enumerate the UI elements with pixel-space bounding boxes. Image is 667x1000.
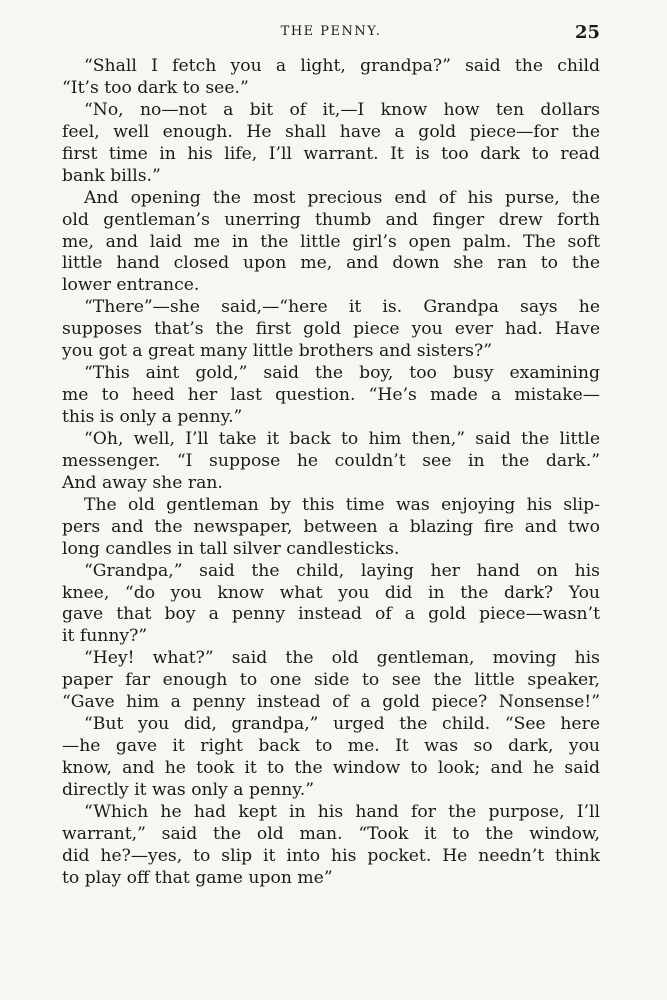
text-line: The old gentleman by this time was enjoying his slip- [84,494,600,515]
running-title: THE PENNY. [280,24,382,39]
text-line: “There”—she said,—“here it is. Grandpa says he [84,297,600,318]
text-line: warrant,” said the old man. “Took it to the window, [62,823,600,844]
text-line: “It’s too dark to see.” [62,77,249,98]
text-line: messenger. “I suppose he couldn’t see in the dark.” [62,450,600,471]
text-line: you got a great many little brothers and sisters?” [62,341,493,362]
text-line: long candles in tall silver candlesticks. [62,538,400,559]
text-line: directly it was only a penny.” [62,779,314,800]
text-line: “This aint gold,” said the boy, too busy examining [84,363,600,384]
text-line: “Which he had kept in his hand for the purpose, I’ll [84,801,600,822]
text-line: “Hey! what?” said the old gentleman, moving his [84,648,600,669]
text-line: “Grandpa,” said the child, laying her hand on his [84,560,600,581]
text-line: bank bills.” [62,165,161,186]
text-line: this is only a penny.” [62,407,243,427]
text-line: “But you did, grandpa,” urged the child. “See here [84,714,600,735]
body-text [62,56,600,890]
text-line: lower entrance. [62,275,200,296]
text-line: to play off that game upon me” [62,867,333,888]
text-line: little hand closed upon me, and down she ran to the [62,253,600,274]
text-line: “Shall I fetch you a light, grandpa?” said the child [84,56,600,76]
page-header [62,22,600,48]
text-line: paper far enough to one side to see the little speaker, [62,670,600,691]
text-line: know, and he took it to the window to look; and he said [62,758,600,778]
text-line: pers and the newspaper, between a blazing fire and two [62,516,600,537]
page-number: 25 [574,22,600,43]
text-line: old gentleman’s unerring thumb and finger drew forth [62,209,600,230]
text-line: it funny?” [62,626,148,647]
text-line: did he?—yes, to slip it into his pocket. He needn’t think [62,845,600,866]
text-line: supposes that’s the first gold piece you ever had. Have [62,319,600,340]
text-line: first time in his life, I’ll warrant. It is too dark to read [62,143,600,164]
text-line: me, and laid me in the little girl’s open palm. The soft [62,231,600,252]
text-line: gave that boy a penny instead of a gold piece—wasn’t [62,604,600,625]
text-line: “No, no—not a bit of it,—I know how ten dollars [84,99,600,120]
text-line: And opening the most precious end of his purse, the [84,187,600,208]
text-line: feel, well enough. He shall have a gold piece—for the [62,121,600,142]
text-line: “Oh, well, I’ll take it back to him then,” said the little [84,428,600,449]
text-line: knee, “do you know what you did in the dark? You [62,582,600,603]
text-line: And away she ran. [62,472,223,493]
text-line: “Gave him a penny instead of a gold piece? Nonsense!” [62,692,600,713]
text-line: me to heed her last question. “He’s made a mistake— [62,385,600,406]
text-line: —he gave it right back to me. It was so dark, you [62,736,600,757]
